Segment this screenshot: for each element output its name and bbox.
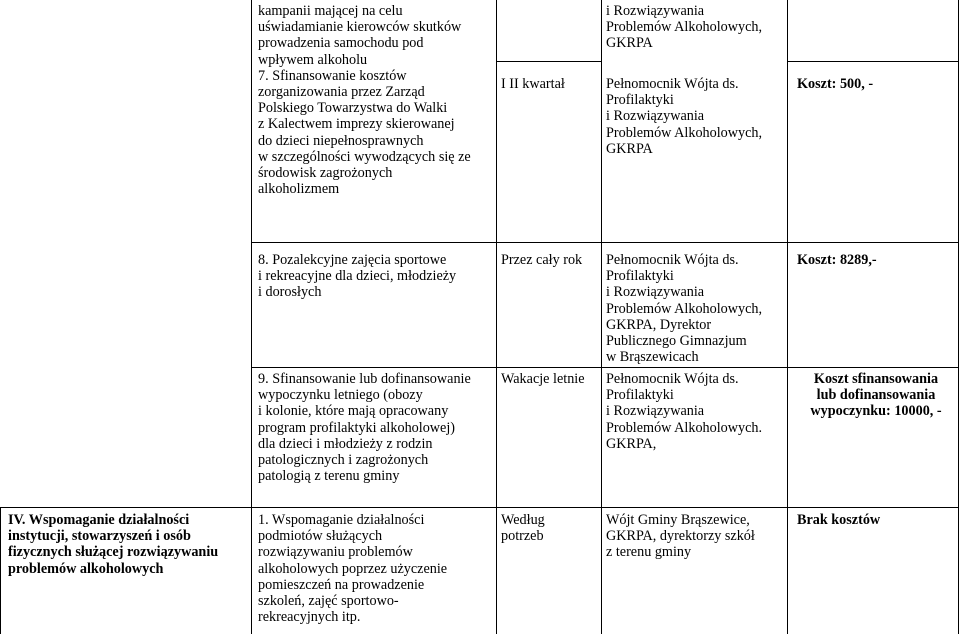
task-text: 1. Wspomaganie działalności podmiotów służących rozwiązywaniu problemów alkoholowych poprzez użyczenie pomieszczeń na prowadzenie szkoleń, zajęć sportowo- rekreacyjnych itp. (258, 512, 448, 626)
task-text: kampanii mającej na celu uświadamianie kierowców skutków prowadzenia samochodu pod wpływem alkoholu 7. Sfinansowanie kosztów zorganizowania przez Zarząd Polskiego Towarzystwa do Walki z Kalectwem imprezy skierowanej do dzieci niepełnosprawnych w szczególności wywodzących się ze środowisk zagrożonych alkoholizmem (258, 3, 471, 198)
term-text: Według potrzeb (501, 512, 545, 545)
task-text: 8. Pozalekcyjne zajęcia sportowe i rekreacyjne dla dzieci, młodzieży i dorosłych (258, 252, 457, 301)
cost-text: Koszt: 500, - (797, 76, 874, 92)
task-text: 9. Sfinansowanie lub dofinansowanie wypoczynku letniego (obozy i kolonie, które mają opracowany program profilaktyki alkoholowej) dla dzieci i młodzieży z rodzin patologicznych i zagrożonych patologią z terenu gminy (258, 371, 471, 485)
responsible-text: Pełnomocnik Wójta ds. Profilaktyki i Rozwiązywania Problemów Alkoholowych, GKRPA (606, 76, 763, 157)
responsible-text-top: i Rozwiązywania Problemów Alkoholowych, GKRPA (606, 3, 763, 52)
cost-text: Koszt sfinansowania lub dofinansowania wypoczynku: 10000, - (810, 371, 942, 420)
term-text: Wakacje letnie (501, 371, 585, 387)
term-text: I II kwartał (501, 76, 565, 92)
responsible-text: Pełnomocnik Wójta ds. Profilaktyki i Rozwiązywania Problemów Alkoholowych, GKRPA, Dyrektor Publicznego Gimnazjum w Brąszewicach (606, 252, 763, 366)
task-cell (258, 512, 494, 625)
area-text: IV. Wspomaganie działalności instytucji, stowarzyszeń i osób fizycznych służącej rozwiązywaniu problemów alkoholowych (8, 512, 219, 577)
responsible-text: Wójt Gminy Brąszewice, GKRPA, dyrektorzy szkół z terenu gminy (606, 512, 755, 561)
cost-text: Brak kosztów (797, 512, 881, 528)
area-cell (8, 512, 248, 577)
term-text: Przez cały rok (501, 252, 583, 268)
cost-cell (797, 512, 955, 528)
term-cell (501, 512, 599, 544)
cost-text: Koszt: 8289,- (797, 252, 877, 268)
responsible-cell (606, 512, 786, 561)
responsible-text: Pełnomocnik Wójta ds. Profilaktyki i Rozwiązywania Problemów Alkoholowych. GKRPA, (606, 371, 763, 452)
